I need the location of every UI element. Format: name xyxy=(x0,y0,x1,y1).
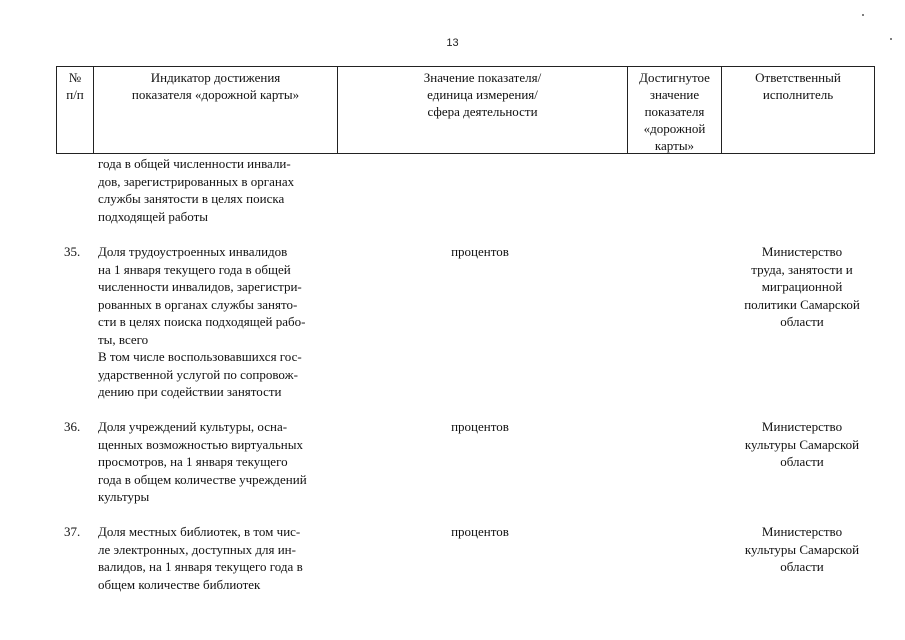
row-36-responsible: Министерство культуры Самарской области xyxy=(744,419,860,469)
row-36-unit: процентов xyxy=(451,419,509,434)
row-35-unit: процентов xyxy=(451,244,509,259)
row-35-indicator: Доля трудоустроенных инвалидов на 1 января текущего года в общей численности инвалидов, зарегистри- рованных в органах службы занято- сти в целях поиска подходящей рабо- ты, всего В том числе воспользовавшихся гос- ударственной услугой по сопровож- дению при содействии занятости xyxy=(98,244,306,399)
row-37-responsible: Министерство культуры Самарской области xyxy=(744,524,860,574)
header-number: № п/п xyxy=(57,67,94,153)
row-37-number: 37. xyxy=(64,524,81,539)
header-indicator: Индикатор достижения показателя «дорожной карты» xyxy=(94,67,338,153)
row-36-number: 36. xyxy=(64,419,81,434)
continued-indicator-text: года в общей численности инвали- дов, зарегистрированных в органах службы занятости в целях поиска подходящей работы xyxy=(98,156,295,224)
header-achieved: Достигнутое значение показателя «дорожной карты» xyxy=(628,67,722,153)
row-35-responsible: Министерство труда, занятости и миграционной политики Самарской области xyxy=(744,244,860,329)
scan-speck xyxy=(890,38,892,40)
row-37-indicator: Доля местных библиотек, в том чис- ле электронных, доступных для ин- валидов, на 1 января текущего года в общем количестве библиотек xyxy=(98,524,303,592)
row-35-number: 35. xyxy=(64,244,81,259)
scan-speck xyxy=(862,14,864,16)
header-responsible: Ответственный исполнитель xyxy=(755,70,841,102)
row-36-indicator: Доля учреждений культуры, осна- щенных возможностью виртуальных просмотров, на 1 января текущего года в общем количестве учреждений культуры xyxy=(98,419,307,504)
page-number: 13 xyxy=(446,37,459,49)
header-value: Значение показателя/ единица измерения/ сфера деятельности xyxy=(338,67,628,153)
row-37-unit: процентов xyxy=(451,524,509,539)
table-header xyxy=(56,66,875,154)
